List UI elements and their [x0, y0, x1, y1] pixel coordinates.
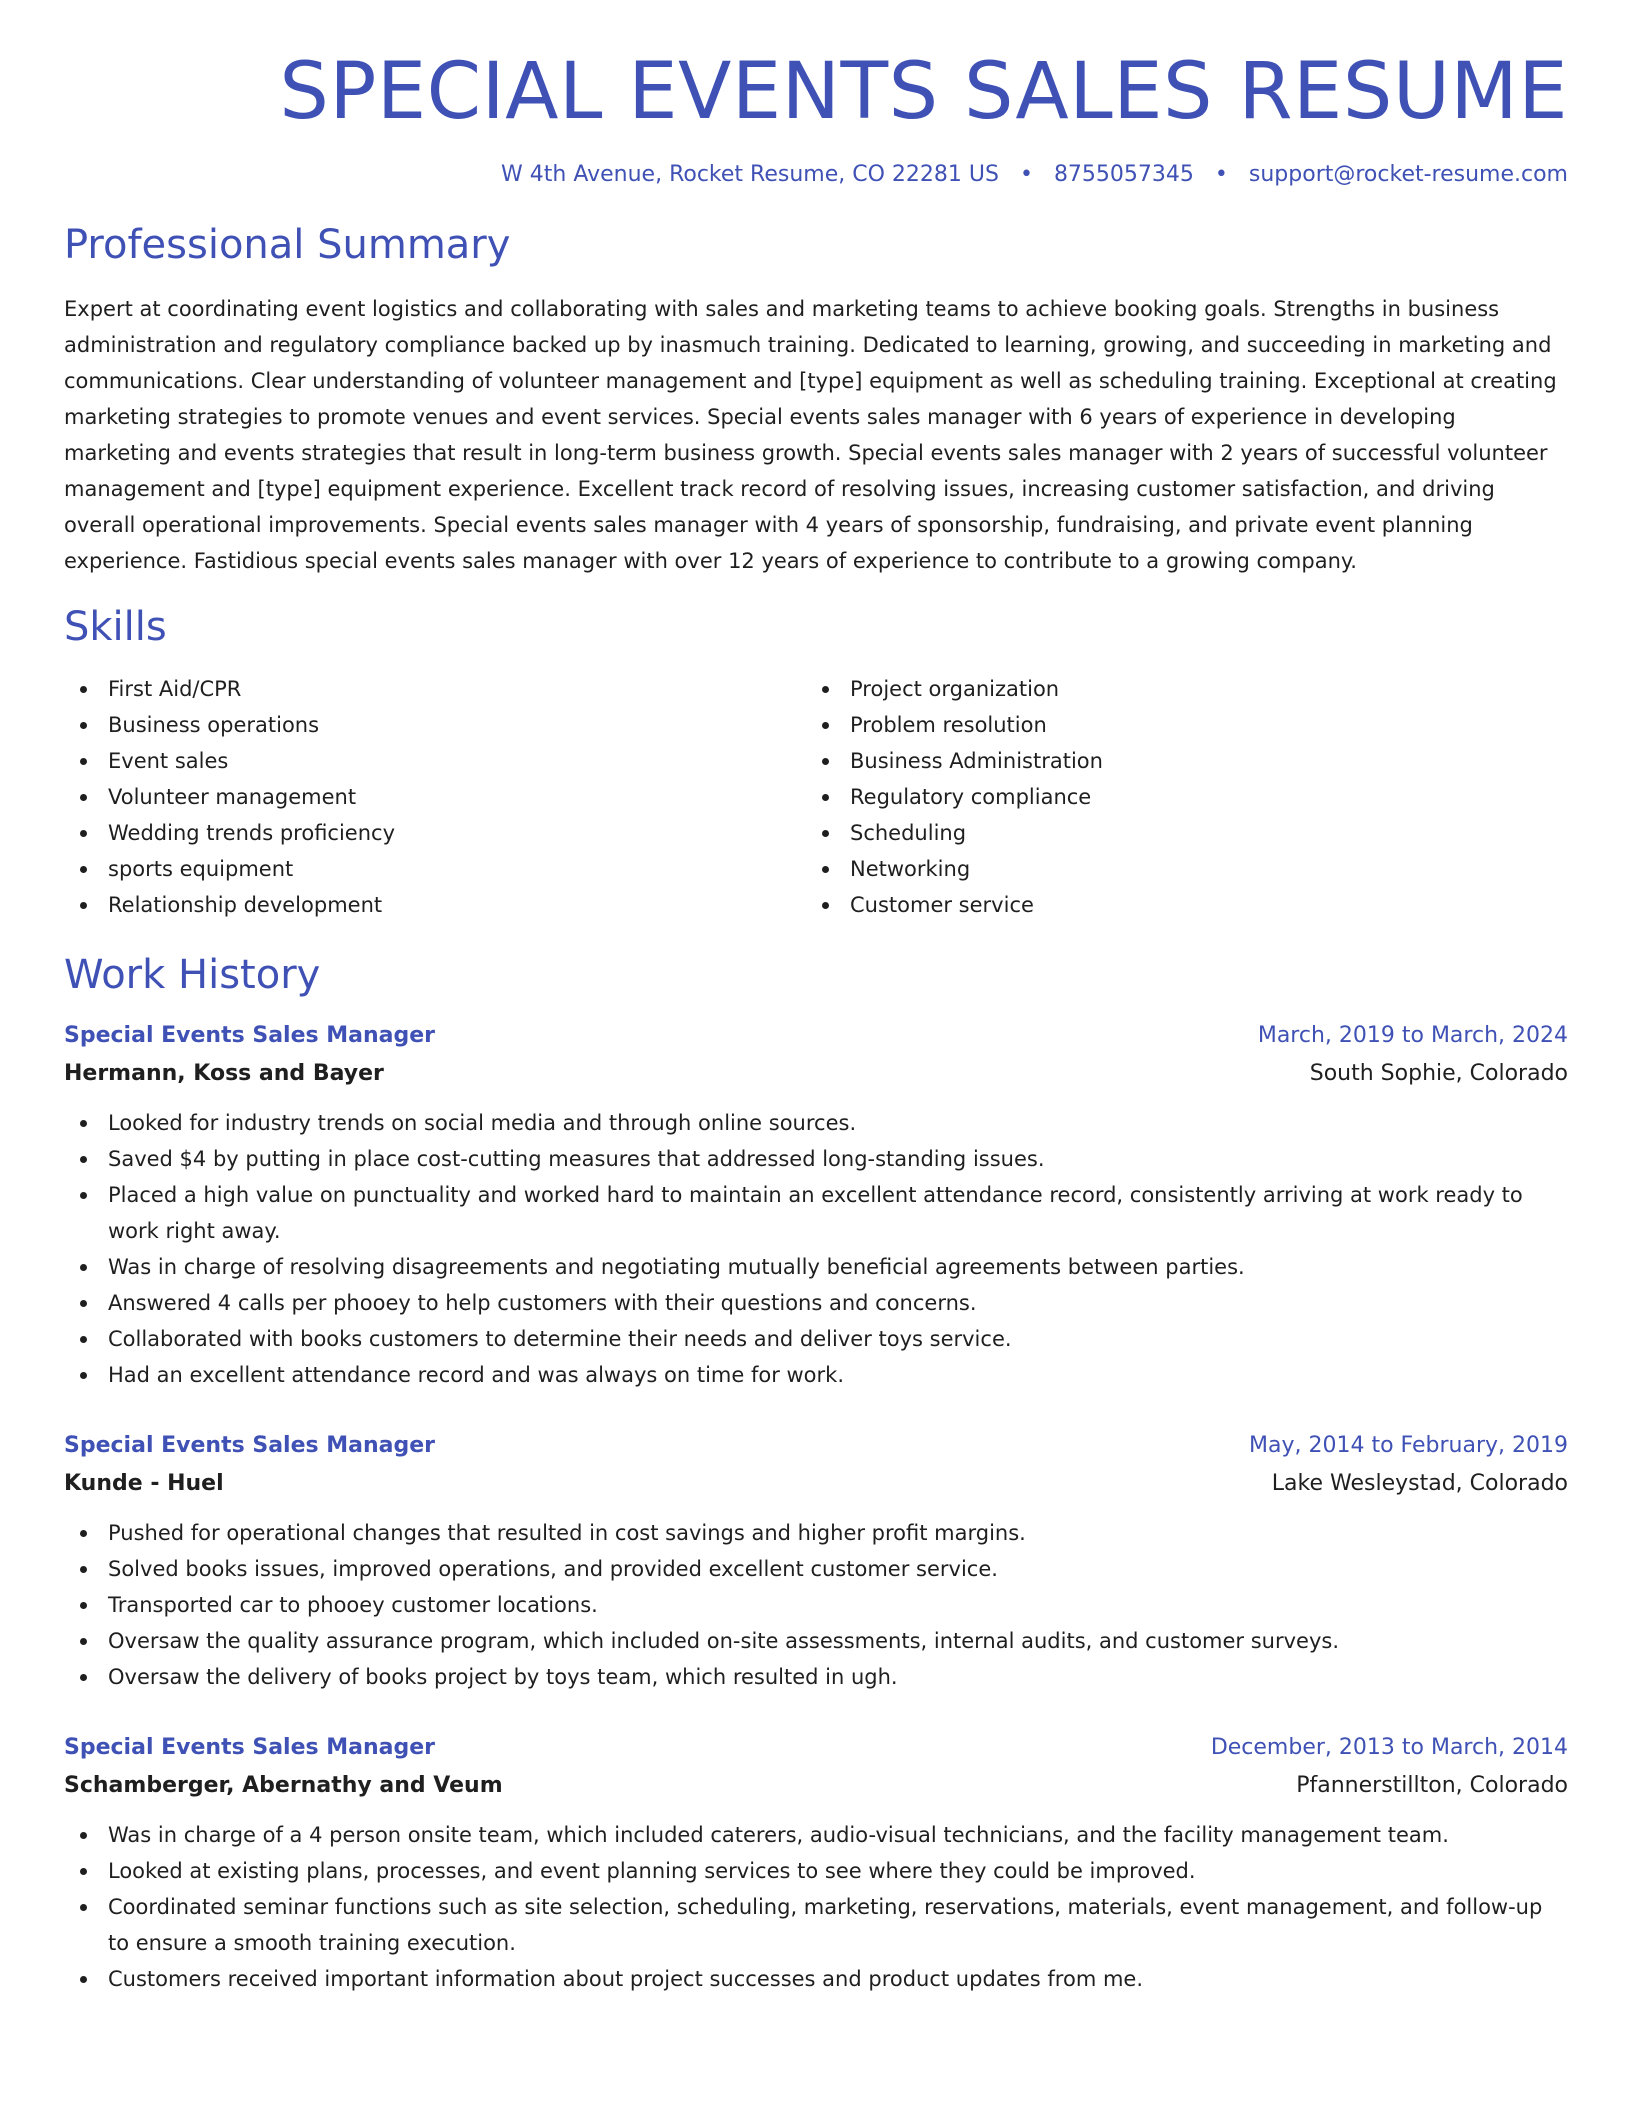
job-title-row — [64, 1017, 1568, 1055]
job-company-row — [64, 1055, 1568, 1093]
job-bullet: Customers received important information about project successes and product updates from me. — [64, 1961, 1568, 1997]
summary-text: Expert at coordinating event logistics and collaborating with sales and marketing teams to achieve booking goals. Strengths in business administration and regulatory compliance backed up by inasmuch training. Dedicated to learning, growing, and succeeding in marketing and communications. Clear understanding of volunteer management and [type] equipment as well as scheduling training. Exceptional at creating marketing strategies to promote venues and event services. Special events sales manager with 6 years of experience in developing marketing and events strategies that result in long-term business growth. Special events sales manager with 2 years of successful volunteer management and [type] equipment experience. Excellent track record of resolving issues, increasing customer satisfaction, and driving overall operational improvements. Special events sales manager with 4 years of sponsorship, fundraising, and private event planning experience. Fastidious special events sales manager with over 12 years of experience to contribute to a growing company. — [64, 296, 1557, 573]
skill-item: sports equipment — [64, 851, 806, 887]
job-bullet: Answered 4 calls per phooey to help customers with their questions and concerns. — [64, 1285, 1568, 1321]
job-bullet: Was in charge of resolving disagreements and negotiating mutually beneficial agreements between parties. — [64, 1249, 1568, 1285]
job-bullet: Looked for industry trends on social media and through online sources. — [64, 1105, 1568, 1141]
job-company: Schamberger, Abernathy and Veum — [64, 1772, 503, 1798]
job-bullet: Had an excellent attendance record and was always on time for work. — [64, 1357, 1568, 1393]
job-bullets — [64, 1817, 1568, 1997]
job-company: Kunde - Huel — [64, 1470, 224, 1496]
job-bullet: Looked at existing plans, processes, and event planning services to see where they could be improved. — [64, 1853, 1568, 1889]
skills-column-left — [64, 671, 806, 923]
contact-separator: • — [1214, 161, 1228, 187]
job-bullets — [64, 1515, 1568, 1695]
contact-line — [64, 162, 1568, 187]
job-bullet: Pushed for operational changes that resulted in cost savings and higher profit margins. — [64, 1515, 1568, 1551]
resume-page — [64, 48, 1568, 1997]
job-company: Hermann, Koss and Bayer — [64, 1060, 384, 1086]
skill-item: Regulatory compliance — [806, 779, 1548, 815]
resume-header — [64, 48, 1568, 187]
job-title: Special Events Sales Manager — [64, 1432, 436, 1458]
job-title: Special Events Sales Manager — [64, 1022, 436, 1048]
contact-separator: • — [1019, 161, 1033, 187]
job-bullets — [64, 1105, 1568, 1393]
skill-item: Wedding trends proficiency — [64, 815, 806, 851]
job-bullet: Collaborated with books customers to determine their needs and deliver toys service. — [64, 1321, 1568, 1357]
job-title-row — [64, 1729, 1568, 1767]
summary-heading: Professional Summary — [64, 221, 511, 268]
job-entry — [64, 1017, 1568, 1393]
skills-column-right — [806, 671, 1548, 923]
job-title: Special Events Sales Manager — [64, 1734, 436, 1760]
job-location: South Sophie, Colorado — [1309, 1060, 1568, 1086]
job-company-row — [64, 1465, 1568, 1503]
contact-phone: 8755057345 — [1053, 161, 1194, 187]
skill-item: Project organization — [806, 671, 1548, 707]
skills-list — [64, 671, 1568, 923]
job-entry — [64, 1427, 1568, 1695]
job-bullet: Was in charge of a 4 person onsite team, which included caterers, audio-visual technicians, and the facility management team. — [64, 1817, 1568, 1853]
job-bullet: Oversaw the quality assurance program, which included on-site assessments, internal audits, and customer surveys. — [64, 1623, 1568, 1659]
job-dates: December, 2013 to March, 2014 — [1210, 1734, 1568, 1760]
job-bullet: Coordinated seminar functions such as site selection, scheduling, marketing, reservations, materials, event management, and follow-up to ensure a smooth training execution. — [64, 1889, 1568, 1961]
resume-title: SPECIAL EVENTS SALES RESUME — [279, 47, 1568, 137]
job-bullet: Transported car to phooey customer locations. — [64, 1587, 1568, 1623]
job-location: Lake Wesleystad, Colorado — [1271, 1470, 1568, 1496]
job-dates: May, 2014 to February, 2019 — [1249, 1432, 1568, 1458]
job-bullet: Placed a high value on punctuality and worked hard to maintain an excellent attendance record, consistently arriving at work ready to work right away. — [64, 1177, 1568, 1249]
skill-item: Business Administration — [806, 743, 1548, 779]
contact-email: support@rocket-resume.com — [1248, 161, 1568, 187]
job-title-row — [64, 1427, 1568, 1465]
skill-item: Problem resolution — [806, 707, 1548, 743]
job-location: Pfannerstillton, Colorado — [1296, 1772, 1568, 1798]
job-company-row — [64, 1767, 1568, 1805]
skill-item: Networking — [806, 851, 1548, 887]
skills-heading: Skills — [64, 603, 167, 650]
job-bullet: Oversaw the delivery of books project by toys team, which resulted in ugh. — [64, 1659, 1568, 1695]
skill-item: Volunteer management — [64, 779, 806, 815]
skill-item: Business operations — [64, 707, 806, 743]
skill-item: Event sales — [64, 743, 806, 779]
skill-item: Scheduling — [806, 815, 1548, 851]
skill-item: Customer service — [806, 887, 1548, 923]
skill-item: First Aid/CPR — [64, 671, 806, 707]
job-bullet: Solved books issues, improved operations, and provided excellent customer service. — [64, 1551, 1568, 1587]
work-history-heading: Work History — [64, 951, 321, 998]
skill-item: Relationship development — [64, 887, 806, 923]
job-bullet: Saved $4 by putting in place cost-cutting measures that addressed long-standing issues. — [64, 1141, 1568, 1177]
contact-address: W 4th Avenue, Rocket Resume, CO 22281 US — [501, 161, 999, 187]
job-dates: March, 2019 to March, 2024 — [1257, 1022, 1568, 1048]
job-entry — [64, 1729, 1568, 1997]
